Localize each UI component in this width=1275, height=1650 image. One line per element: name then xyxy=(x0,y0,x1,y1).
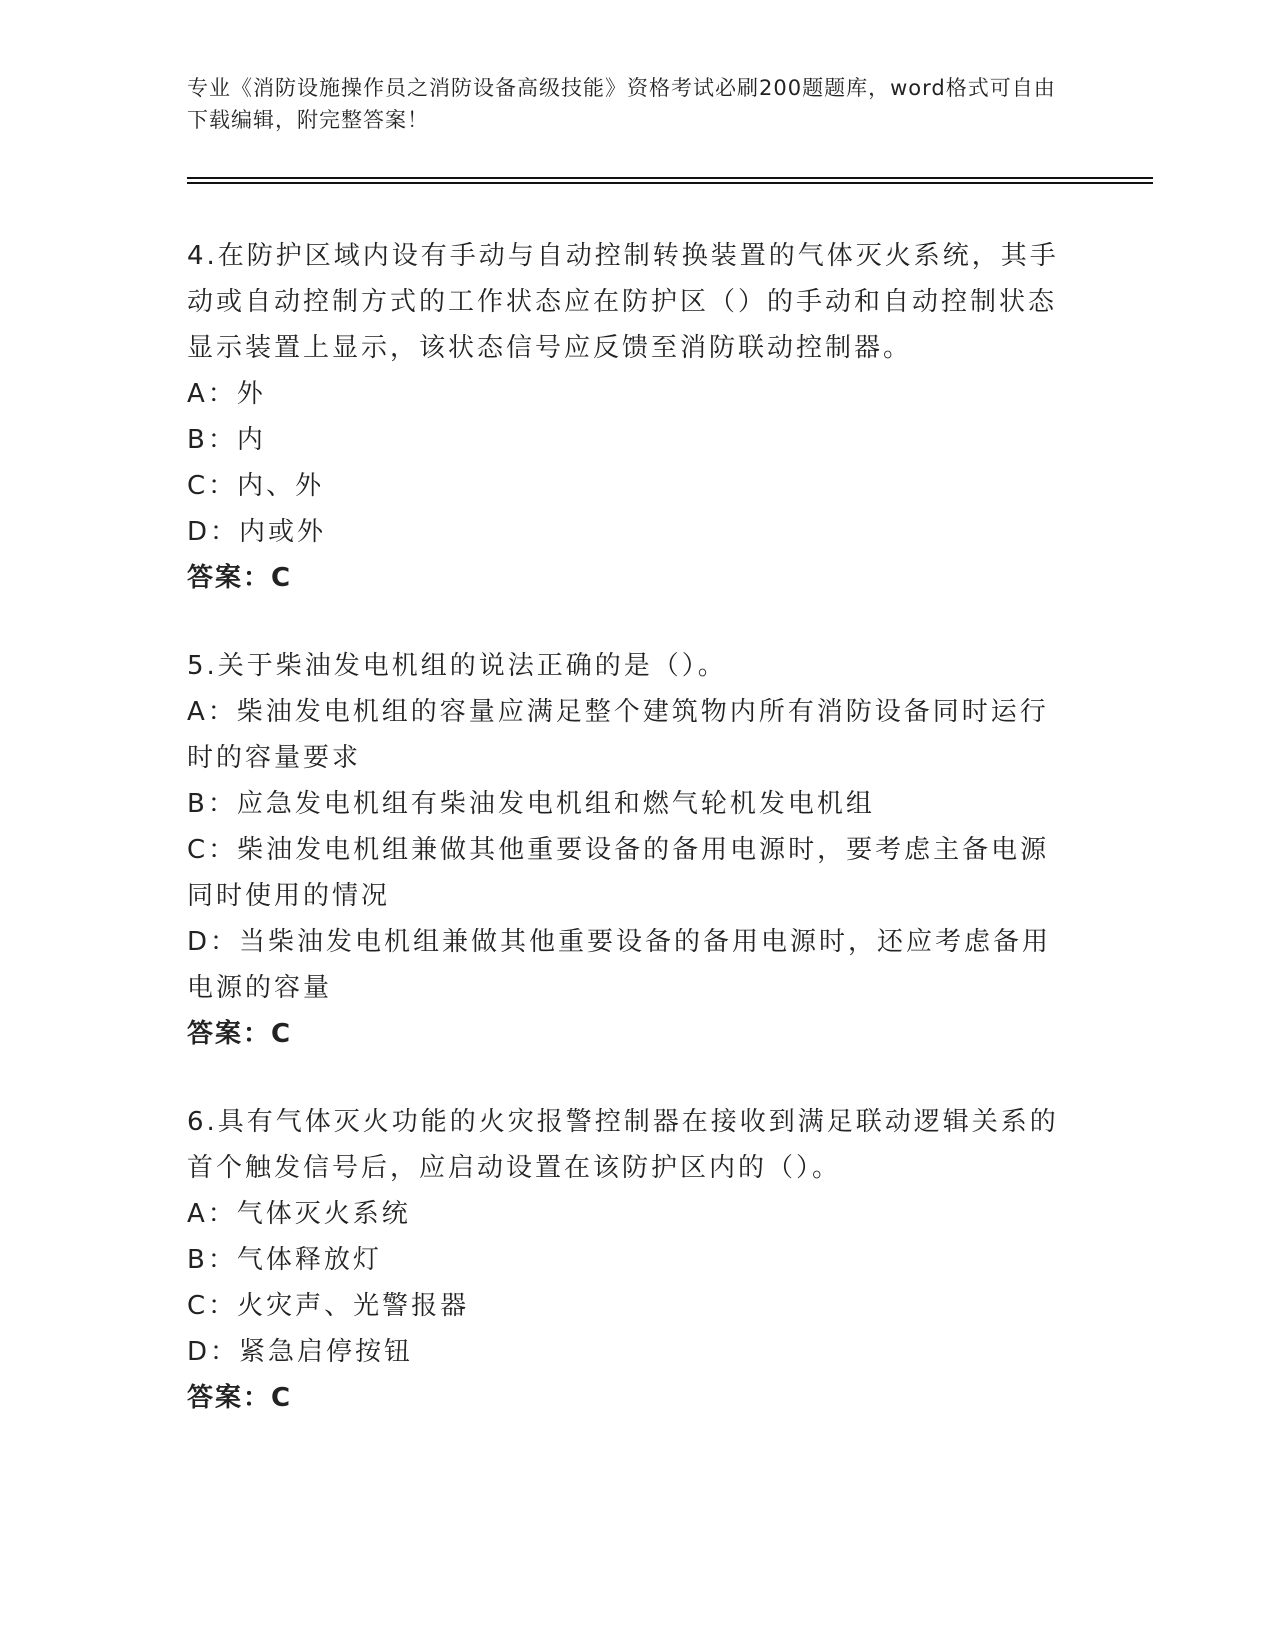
option-b: B：内 xyxy=(187,425,266,455)
option-c: C：内、外 xyxy=(187,471,325,501)
option-d: D：内或外 xyxy=(187,517,327,547)
option-d: D：当柴油发电机组兼做其他重要设备的备用电源时，还应考虑备用电源的容量 xyxy=(187,927,1052,1003)
question-stem: 4.在防护区域内设有手动与自动控制转换装置的气体灭火系统，其手动或自动控制方式的工作状态应在防护区（）的手动和自动控制状态显示装置上显示，该状态信号应反馈至消防联动控制器。 xyxy=(187,241,1059,363)
question-5 xyxy=(187,643,1067,1057)
question-stem: 6.具有气体灭火功能的火灾报警控制器在接收到满足联动逻辑关系的首个触发信号后，应启动设置在该防护区内的（）。 xyxy=(187,1107,1059,1183)
option-d: D：紧急启停按钮 xyxy=(187,1337,414,1367)
option-a: A：气体灭火系统 xyxy=(187,1199,411,1229)
option-a: A：外 xyxy=(187,379,266,409)
header-divider-bottom xyxy=(187,182,1153,184)
option-a: A：柴油发电机组的容量应满足整个建筑物内所有消防设备同时运行时的容量要求 xyxy=(187,697,1049,773)
question-stem: 5.关于柴油发电机组的说法正确的是（）。 xyxy=(187,651,727,681)
option-c: C：火灾声、光警报器 xyxy=(187,1291,470,1321)
answer: 答案：C xyxy=(187,1383,293,1413)
question-4 xyxy=(187,233,1067,601)
answer: 答案：C xyxy=(187,563,293,593)
document-header: 专业《消防设施操作员之消防设备高级技能》资格考试必刷200题题库，word格式可自由下载编辑，附完整答案！ xyxy=(187,76,1056,132)
option-b: B：应急发电机组有柴油发电机组和燃气轮机发电机组 xyxy=(187,789,875,819)
option-b: B：气体释放灯 xyxy=(187,1245,382,1275)
answer: 答案：C xyxy=(187,1019,293,1049)
option-c: C：柴油发电机组兼做其他重要设备的备用电源时，要考虑主备电源同时使用的情况 xyxy=(187,835,1050,911)
header-divider-top xyxy=(187,177,1153,179)
question-6 xyxy=(187,1099,1067,1421)
